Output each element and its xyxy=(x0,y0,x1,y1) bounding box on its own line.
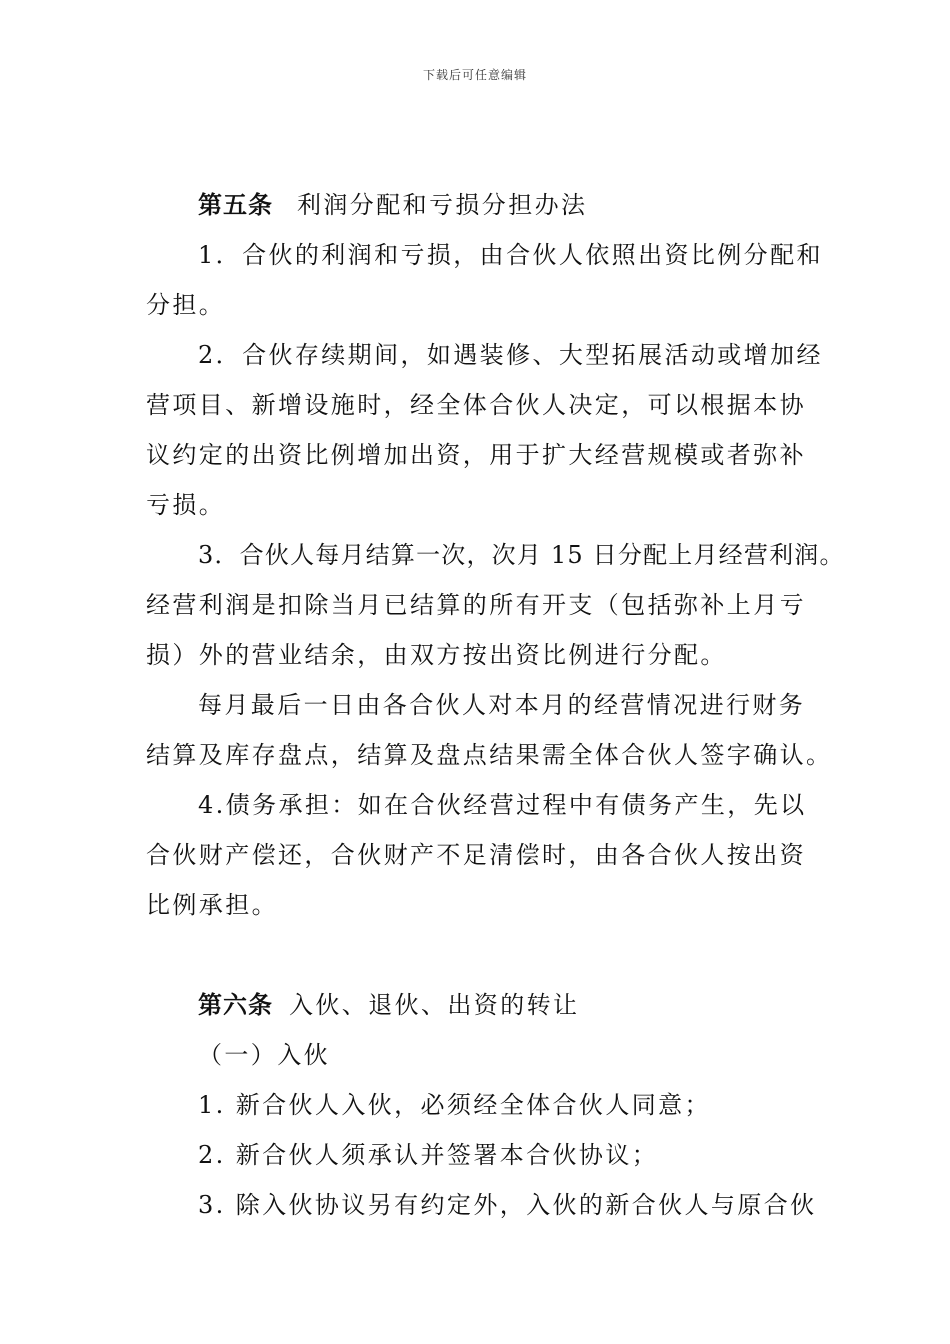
article-6-heading xyxy=(146,980,814,1030)
document-body xyxy=(146,180,845,1230)
paragraph-line: 2．合伙存续期间，如遇装修、大型拓展活动或增加经 xyxy=(198,341,823,369)
paragraph-line: 营项目、新增设施时，经全体合伙人决定，可以根据本协 xyxy=(146,391,806,419)
list-item: 2. 新合伙人须承认并签署本合伙协议； xyxy=(198,1141,659,1169)
article-5-name: 利润分配和亏损分担办法 xyxy=(297,191,588,219)
article-5-title: 第五条 xyxy=(198,191,273,219)
article-6-title: 第六条 xyxy=(198,991,273,1019)
list-item: 3. 除入伙协议另有约定外，入伙的新合伙人与原合伙 xyxy=(198,1191,817,1219)
paragraph-line: 3．合伙人每月结算一次，次月 15 日分配上月经营利润。 xyxy=(198,541,845,569)
list-item: 1. 新合伙人入伙，必须经全体合伙人同意； xyxy=(198,1091,711,1119)
paragraph-line: 比例承担。 xyxy=(146,891,278,919)
article-6-name: 入伙、退伙、出资的转让 xyxy=(289,991,580,1019)
paragraph-line: 分担。 xyxy=(146,291,226,319)
paragraph-line: 议约定的出资比例增加出资，用于扩大经营规模或者弥补 xyxy=(146,441,806,469)
paragraph-line: 合伙财产偿还，合伙财产不足清偿时，由各合伙人按出资 xyxy=(146,841,806,869)
paragraph-line: 每月最后一日由各合伙人对本月的经营情况进行财务 xyxy=(198,691,806,719)
section-heading: （一）入伙 xyxy=(198,1041,330,1069)
paragraph-line: 经营利润是扣除当月已结算的所有开支（包括弥补上月亏 xyxy=(146,591,806,619)
paragraph-line: 1．合伙的利润和亏损，由合伙人依照出资比例分配和 xyxy=(198,241,823,269)
paragraph-line: 结算及库存盘点，结算及盘点结果需全体合伙人签字确认。 xyxy=(146,741,833,769)
paragraph-line: 损）外的营业结余，由双方按出资比例进行分配。 xyxy=(146,641,727,669)
paragraph-line: 4.债务承担：如在合伙经营过程中有债务产生，先以 xyxy=(198,791,807,819)
page-header: 下载后可任意编辑 xyxy=(422,68,527,82)
article-5-heading xyxy=(146,180,814,230)
paragraph-line: 亏损。 xyxy=(146,491,226,519)
